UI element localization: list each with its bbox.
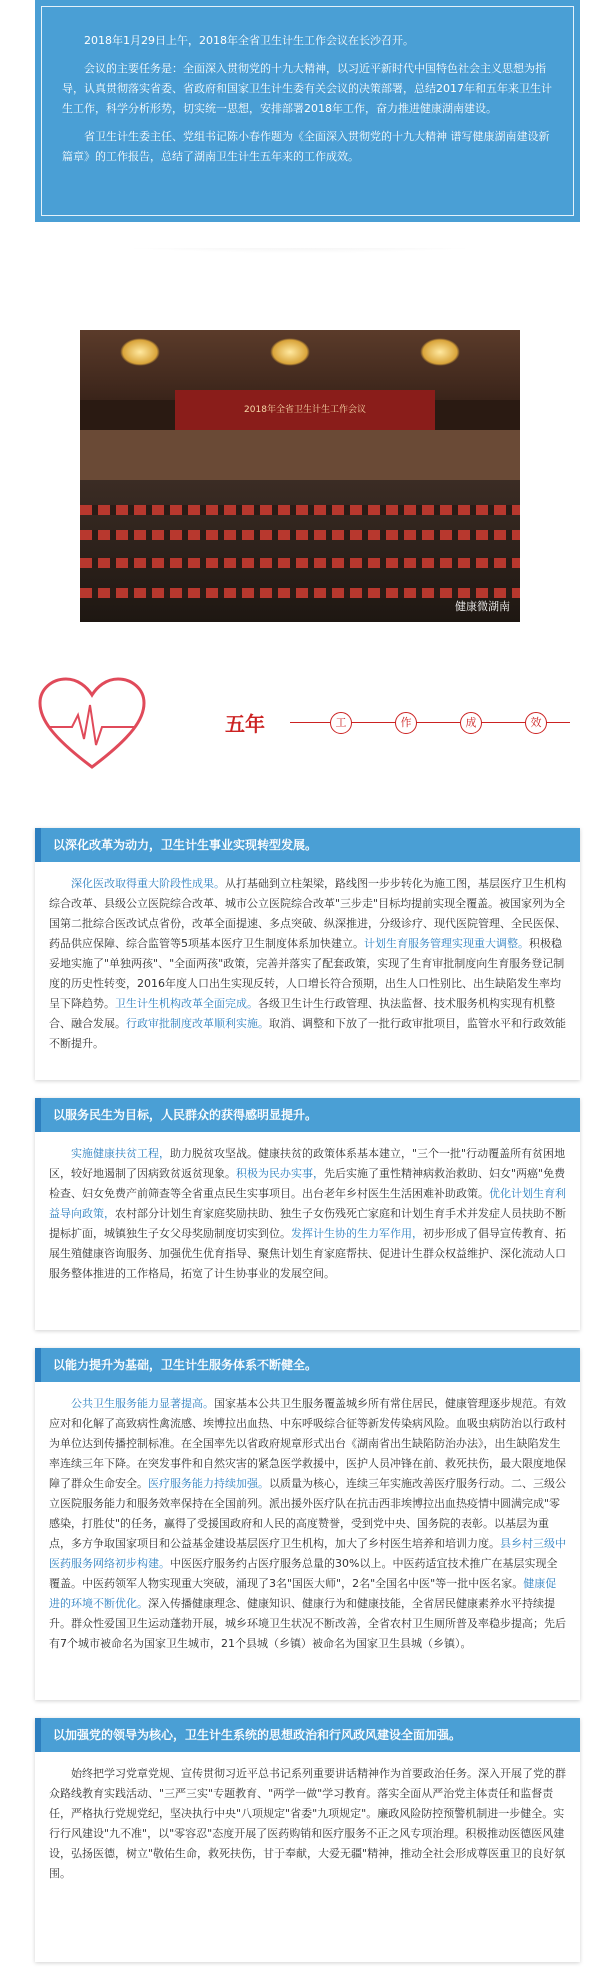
section-party [35,1718,580,1962]
intro-paragraph: 省卫生计生委主任、党组书记陈小春作题为《全面深入贯彻党的十九大精神 谱写健康湖南建设新篇章》的工作报告，总结了湖南卫生计生五年来的工作成效。 [62,130,550,163]
section-heading: 以能力提升为基础，卫生计生服务体系不断健全。 [35,1348,580,1382]
body-text: 深入传播健康理念、健康知识、健康行为和健康技能，全省居民健康素养水平持续提升。群众性爱国卫生运动蓬勃开展，城乡环境卫生状况不断改善，全省农村卫生厕所普及率稳步提高；先后有7个城市被命名为国家卫生城市，21个县城（乡镇）被命名为国家卫生县城（乡镇）。 [49,1597,566,1650]
photo-hall [80,480,520,622]
section-paragraph [49,1764,566,1884]
title-badge: 成 [460,712,482,734]
section-heading: 以加强党的领导为核心，卫生计生系统的思想政治和行风政风建设全面加强。 [35,1718,580,1752]
seat-row [80,558,520,568]
section-body [35,862,580,1070]
highlight-text: 公共卫生服务能力显著提高。 [71,1397,214,1410]
conference-photo [80,330,520,622]
seat-row [80,505,520,515]
title-badge: 效 [525,712,547,734]
highlight-text: 计划生育服务管理实现重大调整。 [364,937,529,950]
highlight-text: 县乡村三级中医药服务网络初步构建。 [49,1537,566,1570]
body-text: 以质量为核心，连续三年实施改善医疗服务行动。二、三级公立医院服务能力和服务效率保持在全国前列。派出援外医疗队在抗击西非埃博拉出血热疫情中圆满完成"零感染，打胜仗"的任务，赢得了受援国政府和人民的高度赞誉，受到党中央、国务院的表彰。以基层为重点，多方争取国家项目和公益基金建设基层医疗卫生机构，加大了乡村医生培养和培训力度。 [49,1477,566,1550]
photo-watermark: 健康微湖南 [455,600,510,613]
section-body [35,1382,580,1670]
section-paragraph [49,1144,566,1284]
highlight-text: 优化计划生育利益导向政策， [49,1187,566,1220]
section-paragraph [49,1394,566,1654]
body-text: 积极稳妥地实施了"单独两孩"、"全面两孩"政策，完善并落实了配套政策，实现了生育审批制度向生育服务登记制度的历史性转变，2016年度人口出生实现反转，人口增长符合预期，出生人口性别比、出生缺陷发生率均呈下降趋势。 [49,937,565,1010]
section-heading: 以深化改革为动力，卫生计生事业实现转型发展。 [35,828,580,862]
body-text: 农村部分计划生育家庭奖励扶助、独生子女伤残死亡家庭和计划生育手术并发症人员扶助不断提标扩面，城镇独生子女父母奖励制度切实到位。 [49,1207,566,1240]
five-year-title: 五年 [225,712,265,736]
body-text: 初步形成了倡导宣传教育、拓展生殖健康咨询服务、加强优生优育指导、聚焦计划生育家庭帮扶、促进计生群众权益维护、深化流动人口服务整体推进的工作格局，拓宽了计生协事业的发展空间。 [49,1227,566,1280]
intro-paragraph: 会议的主要任务是：全面深入贯彻党的十九大精神，以习近平新时代中国特色社会主义思想为指导，认真贯彻落实省委、省政府和国家卫生计生委有关会议的决策部署，总结2017年和五年来卫生计生工作，科学分析形势，切实统一思想，安排部署2018年工作，奋力推进健康湖南建设。 [62,62,552,115]
body-text: 从打基础到立柱架梁，路线图一步步转化为施工图，基层医疗卫生机构综合改革、县级公立医院综合改革、城市公立医院综合改革"三步走"目标均提前实现全覆盖。被国家列为全国第二批综合医改试点省份，改革全面提速、多点突破、纵深推进，分级诊疗、现代医院管理、全民医保、药品供应保障、综合监管等5项基本医疗卫生制度体系加快建立。 [49,877,566,950]
highlight-text: 实施健康扶贫工程， [71,1147,170,1160]
title-badge: 作 [395,712,417,734]
highlight-text: 积极为民办实事， [236,1167,324,1180]
body-text: 中医医疗服务约占医疗服务总量的30%以上。中医药适宜技术推广在基层实现全覆盖。中医药领军人物实现重大突破，涌现了3名"国医大师"，2名"全国名中医"等一批中医名家。 [49,1557,558,1590]
chandelier-icon [120,338,160,366]
photo-banner: 2018年全省卫生计生工作会议 [175,390,435,430]
body-text: 取消、调整和下放了一批行政审批项目，监管水平和行政效能不断提升。 [49,1017,566,1050]
body-text: 始终把学习党章党规、宣传贯彻习近平总书记系列重要讲话精神作为首要政治任务。深入开展了党的群众路线教育实践活动、"三严三实"专题教育、"两学一做"学习教育。落实全面从严治党主体责任和监督责任，严格执行党规党纪，坚决执行中央"八项规定"省委"九项规定"。廉政风险防控预警机制进一步健全。实行行风建设"九不准"，以"零容忍"态度开展了医药购销和医疗服务不正之风专项治理。积极推动医德医风建设，弘扬医德，树立"敬佑生命，救死扶伤，甘于奉献，大爱无疆"精神，推动全社会形成尊医重卫的良好氛围。 [49,1767,566,1880]
intro-paragraph: 2018年1月29日上午，2018年全省卫生计生工作会议在长沙召开。 [84,34,414,47]
highlight-text: 深化医改取得重大阶段性成果。 [71,877,225,890]
chandelier-icon [270,338,310,366]
body-text: 各级卫生计生行政管理、执法监督、技术服务机构实现有机整合、融合发展。 [49,997,555,1030]
seat-row [80,588,520,598]
section-body [35,1752,580,1900]
intro-box [35,0,580,222]
chandelier-icon [420,338,460,366]
body-text: 国家基本公共卫生服务覆盖城乡所有常住居民，健康管理逐步规范。有效应对和化解了高致病性禽流感、埃博拉出血热、中东呼吸综合征等新发传染病风险。血吸虫病防治以行政村为单位达到传播控制标准。在全国率先以省政府规章形式出台《湖南省出生缺陷防治办法》，出生缺陷发生率连续三年下降。在突发事件和自然灾害的紧急医学救援中，医护人员冲锋在前、救死扶伤，最大限度地保障了群众生命安全。 [49,1397,566,1490]
seat-row [80,530,520,540]
photo-stage [80,430,520,480]
section-capacity [35,1348,580,1700]
section-livelihood [35,1098,580,1330]
section-body [35,1132,580,1300]
highlight-text: 行政审批制度改革顺利实施。 [126,1017,269,1030]
body-text: 先后实施了重性精神病救治救助、妇女"两癌"免费检查、妇女免费产前筛查等全省重点民生实事项目。出台老年乡村医生生活困难补助政策。 [49,1167,566,1200]
highlight-text: 医疗服务能力持续加强。 [148,1477,269,1490]
section-heading: 以服务民生为目标，人民群众的获得感明显提升。 [35,1098,580,1132]
heart-pulse-icon [32,675,152,775]
highlight-text: 卫生计生机构改革全面完成。 [115,997,258,1010]
title-badge: 工 [330,712,352,734]
highlight-text: 健康促进的环境不断优化。 [49,1577,557,1610]
section-reform [35,828,580,1080]
intro-frame [41,6,574,216]
body-text: 助力脱贫攻坚战。健康扶贫的政策体系基本建立，"三个一批"行动覆盖所有贫困地区，较好地遏制了因病致贫返贫现象。 [49,1147,566,1180]
section-paragraph [49,874,566,1054]
highlight-text: 发挥计生协的生力军作用， [291,1227,423,1240]
divider-shadow [30,248,570,276]
